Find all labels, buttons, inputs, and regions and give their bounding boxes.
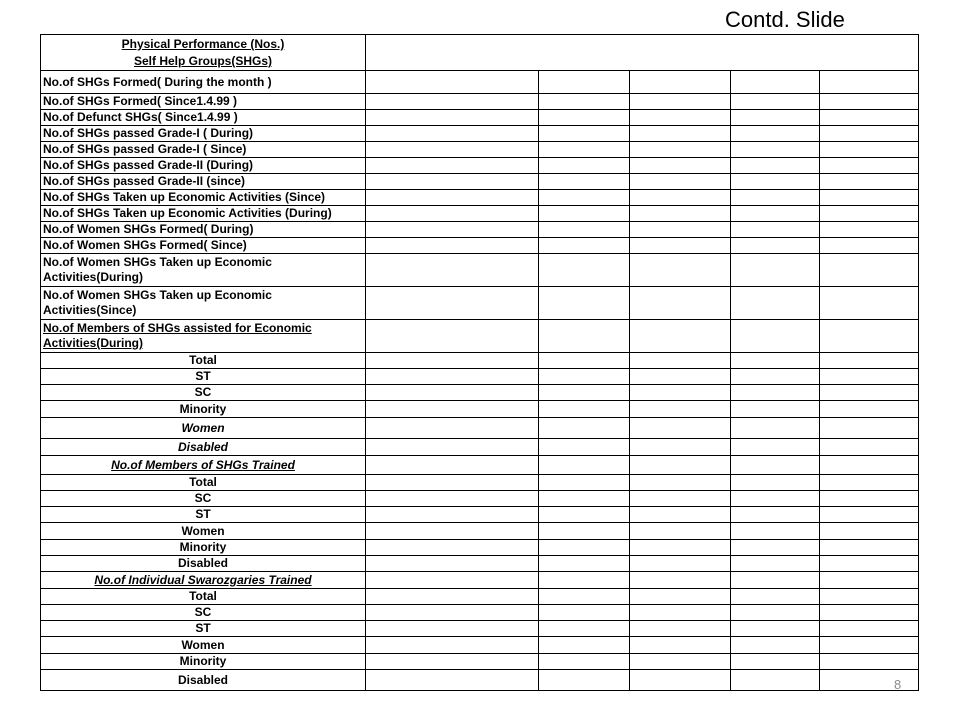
data-cell	[630, 439, 731, 456]
data-cell	[820, 670, 919, 691]
data-cell	[630, 110, 731, 126]
data-cell	[630, 556, 731, 572]
data-cell	[539, 353, 630, 369]
data-cell	[630, 401, 731, 418]
row-label: SC	[41, 605, 366, 621]
data-cell	[731, 353, 820, 369]
data-cell	[366, 456, 539, 475]
data-cell	[731, 572, 820, 589]
data-cell	[630, 254, 731, 287]
data-cell	[731, 418, 820, 439]
table-row	[41, 369, 919, 385]
data-cell	[539, 254, 630, 287]
table-row	[41, 238, 919, 254]
data-cell	[820, 71, 919, 94]
data-cell	[539, 670, 630, 691]
data-cell	[366, 110, 539, 126]
data-cell	[820, 507, 919, 523]
data-cell	[630, 654, 731, 670]
data-cell	[366, 439, 539, 456]
data-cell	[731, 206, 820, 222]
data-cell	[820, 523, 919, 540]
data-cell	[820, 418, 919, 439]
header-title: Physical Performance (Nos.)	[121, 37, 285, 51]
table-row	[41, 401, 919, 418]
data-cell	[366, 353, 539, 369]
row-label: Minority	[41, 401, 366, 418]
row-label: No.of Women SHGs Formed( During)	[41, 222, 366, 238]
data-cell	[731, 320, 820, 353]
row-label: ST	[41, 621, 366, 637]
table-row	[41, 556, 919, 572]
table-body	[41, 35, 919, 691]
data-cell	[820, 110, 919, 126]
data-cell	[820, 142, 919, 158]
row-label: Total	[41, 353, 366, 369]
data-cell	[820, 369, 919, 385]
data-cell	[731, 385, 820, 401]
table-row	[41, 637, 919, 654]
data-cell	[630, 238, 731, 254]
data-cell	[731, 254, 820, 287]
data-cell	[630, 158, 731, 174]
data-cell	[366, 605, 539, 621]
data-cell	[820, 439, 919, 456]
data-cell	[820, 158, 919, 174]
data-cell	[366, 126, 539, 142]
data-cell	[539, 385, 630, 401]
table-row	[41, 439, 919, 456]
data-cell	[539, 222, 630, 238]
row-label: Minority	[41, 540, 366, 556]
data-cell	[820, 621, 919, 637]
row-label: Women	[41, 418, 366, 439]
table-row	[41, 71, 919, 94]
data-cell	[539, 654, 630, 670]
data-cell	[539, 637, 630, 654]
data-cell	[731, 222, 820, 238]
table-row	[41, 320, 919, 353]
data-cell	[366, 670, 539, 691]
data-cell	[630, 369, 731, 385]
row-label: No.of Members of SHGs assisted for Economic Activities(During)	[41, 320, 366, 353]
row-label: No.of SHGs Taken up Economic Activities (Since)	[41, 190, 366, 206]
data-cell	[630, 142, 731, 158]
data-cell	[731, 456, 820, 475]
data-cell	[630, 190, 731, 206]
data-cell	[731, 369, 820, 385]
data-cell	[820, 320, 919, 353]
row-label: ST	[41, 369, 366, 385]
data-cell	[820, 401, 919, 418]
data-cell	[366, 206, 539, 222]
data-cell	[630, 621, 731, 637]
row-label: No.of SHGs passed Grade-I ( During)	[41, 126, 366, 142]
data-cell	[539, 572, 630, 589]
data-cell	[366, 385, 539, 401]
row-label: SC	[41, 385, 366, 401]
data-cell	[366, 174, 539, 190]
data-cell	[366, 190, 539, 206]
data-cell	[539, 456, 630, 475]
data-cell	[366, 401, 539, 418]
data-cell	[820, 126, 919, 142]
data-cell	[366, 71, 539, 94]
data-cell	[539, 369, 630, 385]
data-cell	[366, 491, 539, 507]
data-cell	[366, 523, 539, 540]
data-cell	[731, 556, 820, 572]
data-cell	[539, 507, 630, 523]
data-cell	[731, 605, 820, 621]
data-cell	[820, 206, 919, 222]
data-cell	[539, 540, 630, 556]
data-cell	[731, 439, 820, 456]
data-cell	[630, 320, 731, 353]
slide-title: Contd. Slide	[725, 7, 845, 32]
row-label: No.of Women SHGs Formed( Since)	[41, 238, 366, 254]
table-row	[41, 605, 919, 621]
data-cell	[366, 637, 539, 654]
data-cell	[366, 94, 539, 110]
data-cell	[366, 287, 539, 320]
table-row	[41, 540, 919, 556]
table-row	[41, 670, 919, 691]
table-row	[41, 287, 919, 320]
data-cell	[630, 94, 731, 110]
data-cell	[731, 126, 820, 142]
data-cell	[539, 418, 630, 439]
row-label: No.of Women SHGs Taken up Economic Activities(During)	[41, 254, 366, 287]
data-cell	[539, 158, 630, 174]
table-row	[41, 654, 919, 670]
data-cell	[630, 418, 731, 439]
row-label: SC	[41, 491, 366, 507]
data-cell	[731, 94, 820, 110]
data-cell	[820, 94, 919, 110]
header-row	[41, 35, 919, 71]
data-cell	[731, 174, 820, 190]
table-row	[41, 621, 919, 637]
data-cell	[731, 110, 820, 126]
data-cell	[731, 523, 820, 540]
row-label: Disabled	[41, 670, 366, 691]
table-row	[41, 589, 919, 605]
table-row	[41, 142, 919, 158]
data-cell	[820, 190, 919, 206]
data-cell	[630, 637, 731, 654]
data-cell	[366, 572, 539, 589]
data-cell	[731, 71, 820, 94]
data-cell	[630, 475, 731, 491]
data-cell	[366, 254, 539, 287]
data-cell	[820, 287, 919, 320]
row-label: Total	[41, 589, 366, 605]
table-row	[41, 94, 919, 110]
data-cell	[366, 222, 539, 238]
data-cell	[539, 174, 630, 190]
data-cell	[630, 589, 731, 605]
header-subtitle: Self Help Groups(SHGs)	[133, 54, 273, 68]
row-label: No.of Women SHGs Taken up Economic Activities(Since)	[41, 287, 366, 320]
data-cell	[366, 654, 539, 670]
data-cell	[820, 238, 919, 254]
row-label: Disabled	[41, 556, 366, 572]
data-cell	[539, 142, 630, 158]
data-cell	[366, 320, 539, 353]
data-cell	[630, 385, 731, 401]
data-cell	[366, 507, 539, 523]
row-label: No.of SHGs Formed( Since1.4.99 )	[41, 94, 366, 110]
data-cell	[731, 287, 820, 320]
page-number: 8	[894, 677, 902, 692]
data-cell	[630, 287, 731, 320]
data-cell	[366, 158, 539, 174]
data-cell	[731, 507, 820, 523]
table-row	[41, 507, 919, 523]
header-blank-cell	[366, 35, 919, 71]
table-row	[41, 523, 919, 540]
data-cell	[731, 654, 820, 670]
table-row	[41, 158, 919, 174]
data-cell	[630, 456, 731, 475]
data-cell	[539, 238, 630, 254]
data-cell	[820, 353, 919, 369]
table-row	[41, 190, 919, 206]
row-label: No.of Defunct SHGs( Since1.4.99 )	[41, 110, 366, 126]
data-cell	[820, 491, 919, 507]
data-cell	[539, 71, 630, 94]
data-cell	[539, 110, 630, 126]
data-cell	[820, 540, 919, 556]
data-cell	[731, 158, 820, 174]
data-cell	[731, 190, 820, 206]
data-cell	[539, 491, 630, 507]
data-cell	[630, 670, 731, 691]
data-cell	[539, 439, 630, 456]
data-cell	[539, 475, 630, 491]
row-label: No.of SHGs Formed( During the month )	[41, 71, 366, 94]
table-row	[41, 110, 919, 126]
row-label: No.of Individual Swarozgaries Trained	[41, 572, 366, 589]
data-cell	[630, 605, 731, 621]
data-cell	[366, 621, 539, 637]
data-cell	[630, 507, 731, 523]
data-cell	[731, 540, 820, 556]
data-cell	[820, 385, 919, 401]
table-row	[41, 491, 919, 507]
data-cell	[820, 572, 919, 589]
row-label: Disabled	[41, 439, 366, 456]
row-label: ST	[41, 507, 366, 523]
data-cell	[820, 222, 919, 238]
data-cell	[366, 142, 539, 158]
table-row	[41, 222, 919, 238]
data-cell	[630, 353, 731, 369]
row-label: No.of Members of SHGs Trained	[41, 456, 366, 475]
table-row	[41, 385, 919, 401]
data-cell	[820, 556, 919, 572]
data-cell	[731, 589, 820, 605]
data-cell	[731, 401, 820, 418]
data-cell	[539, 320, 630, 353]
data-cell	[630, 572, 731, 589]
data-cell	[539, 401, 630, 418]
data-cell	[539, 206, 630, 222]
row-label: Minority	[41, 654, 366, 670]
data-cell	[539, 605, 630, 621]
data-cell	[539, 556, 630, 572]
data-cell	[630, 71, 731, 94]
data-cell	[539, 126, 630, 142]
row-label: No.of SHGs passed Grade-II (since)	[41, 174, 366, 190]
data-cell	[820, 589, 919, 605]
data-cell	[731, 238, 820, 254]
table-row	[41, 572, 919, 589]
data-cell	[731, 670, 820, 691]
header-cell	[41, 35, 366, 71]
data-cell	[820, 475, 919, 491]
data-cell	[366, 556, 539, 572]
data-cell	[630, 523, 731, 540]
row-label: Women	[41, 637, 366, 654]
row-label: No.of SHGs passed Grade-I ( Since)	[41, 142, 366, 158]
row-label: No.of SHGs passed Grade-II (During)	[41, 158, 366, 174]
data-cell	[731, 637, 820, 654]
table-row	[41, 353, 919, 369]
data-cell	[820, 654, 919, 670]
data-cell	[630, 491, 731, 507]
data-cell	[366, 475, 539, 491]
data-cell	[820, 637, 919, 654]
data-cell	[539, 94, 630, 110]
data-cell	[366, 238, 539, 254]
data-cell	[820, 254, 919, 287]
table-row	[41, 418, 919, 439]
data-cell	[539, 287, 630, 320]
data-cell	[820, 174, 919, 190]
table-row	[41, 456, 919, 475]
data-cell	[366, 418, 539, 439]
data-cell	[630, 206, 731, 222]
table-row	[41, 206, 919, 222]
table-row	[41, 126, 919, 142]
data-cell	[630, 540, 731, 556]
data-cell	[731, 142, 820, 158]
data-cell	[539, 190, 630, 206]
table-row	[41, 475, 919, 491]
data-cell	[630, 222, 731, 238]
data-cell	[539, 621, 630, 637]
data-cell	[630, 174, 731, 190]
data-cell	[731, 621, 820, 637]
row-label: Women	[41, 523, 366, 540]
table-row	[41, 254, 919, 287]
table-row	[41, 174, 919, 190]
data-cell	[630, 126, 731, 142]
data-cell	[539, 589, 630, 605]
row-label: Total	[41, 475, 366, 491]
data-cell	[820, 456, 919, 475]
data-cell	[366, 369, 539, 385]
data-cell	[731, 491, 820, 507]
data-cell	[820, 605, 919, 621]
row-label: No.of SHGs Taken up Economic Activities (During)	[41, 206, 366, 222]
data-cell	[366, 589, 539, 605]
data-cell	[731, 475, 820, 491]
data-cell	[366, 540, 539, 556]
data-cell	[539, 523, 630, 540]
physical-performance-table	[40, 34, 919, 691]
